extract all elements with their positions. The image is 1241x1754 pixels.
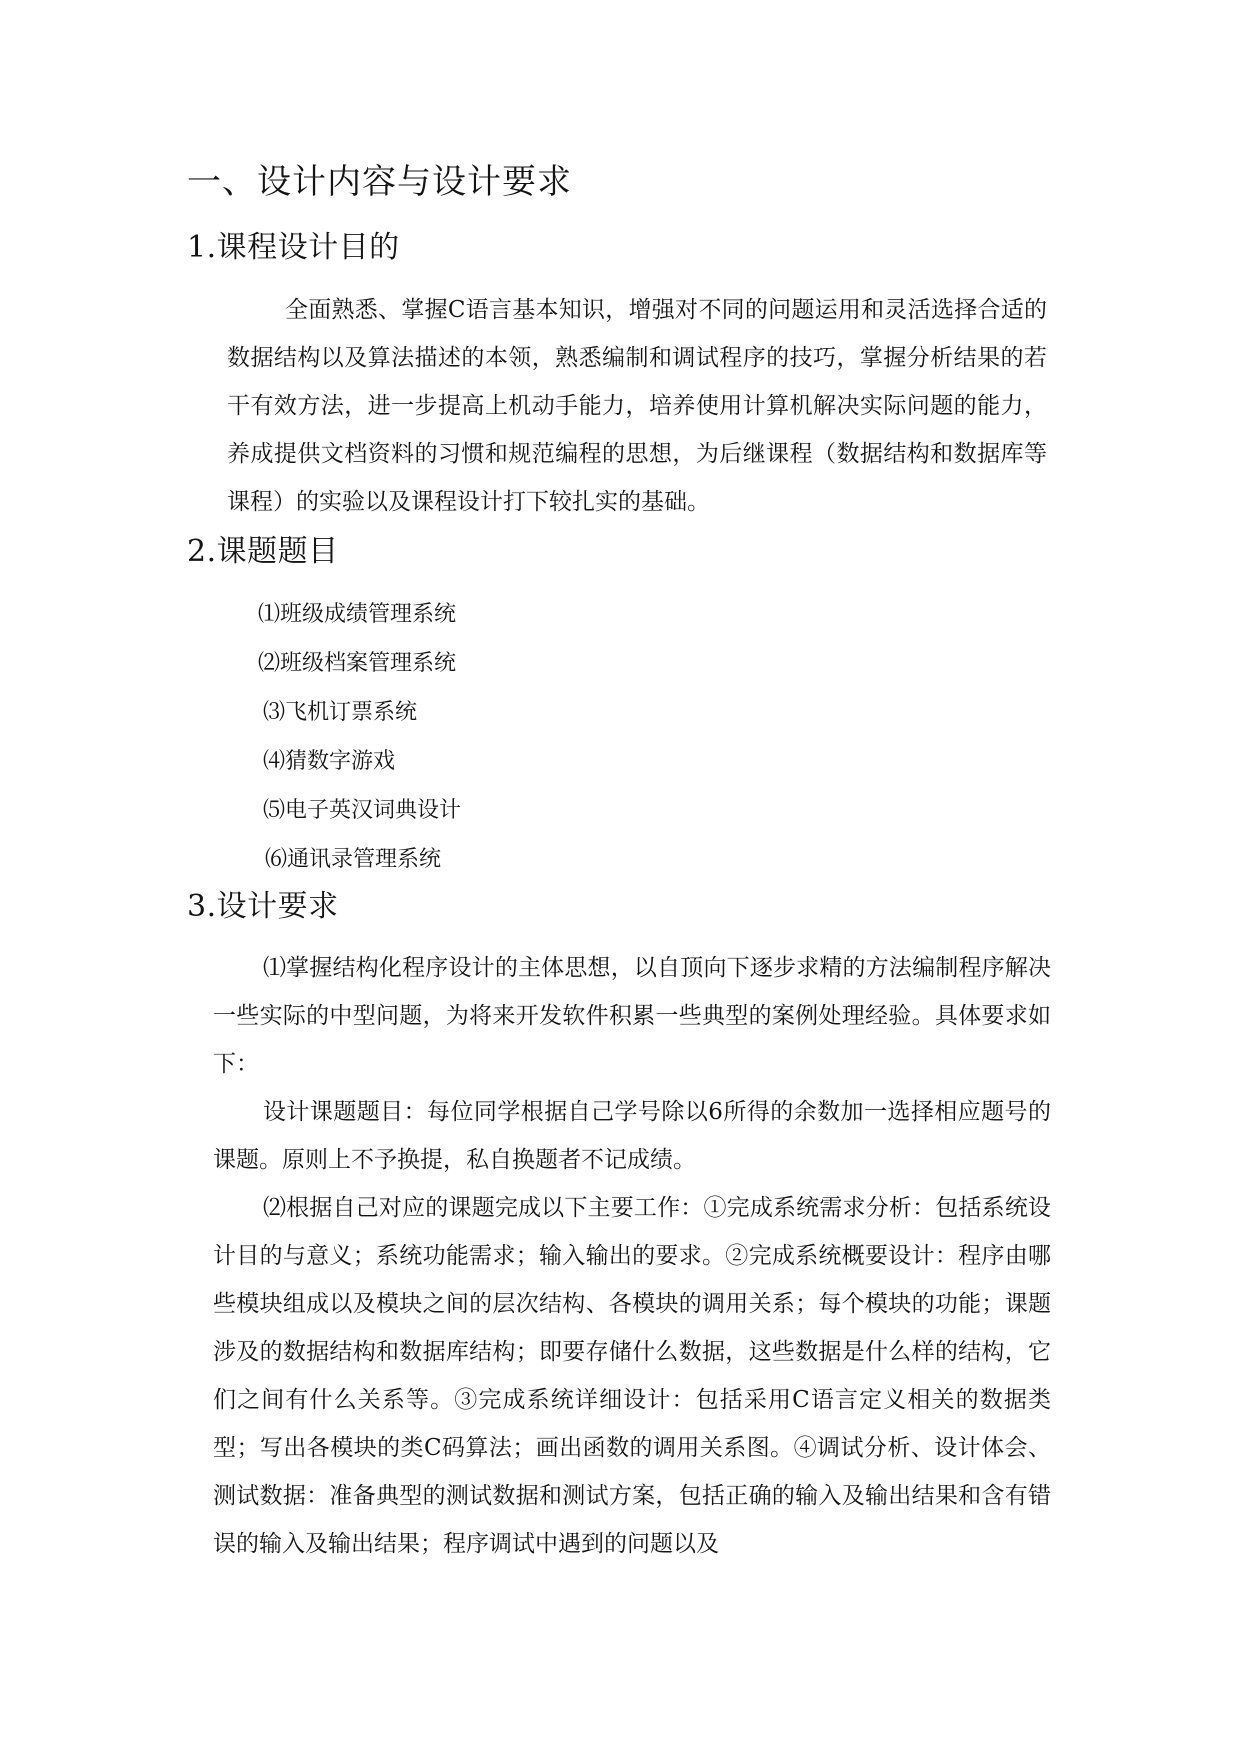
list-item: ⑴班级成绩管理系统	[258, 602, 457, 627]
section-heading-requirements: 3.设计要求	[187, 889, 339, 924]
list-item: ⑶飞机订票系统	[263, 700, 418, 725]
list-item: ⑵班级档案管理系统	[258, 651, 457, 676]
requirements-paragraph-3: ⑵根据自己对应的课题完成以下主要工作：①完成系统需求分析：包括系统设计目的与意义；系统功能需求；输入输出的要求。②完成系统概要设计：程序由哪些模块组成以及模块之间的层次结构、各模块的调用关系；每个模块的功能；课题涉及的数据结构和数据库结构；即要存储什么数据，这些数据是什么样的结构，它们之间有什么关系等。③完成系统详细设计：包括采用C语言定义相关的数据类型；写出各模块的类C码算法；画出函数的调用关系图。④调试分析、设计体会、测试数据：准备典型的测试数据和测试方案，包括正确的输入及输出结果和含有错误的输入及输出结果；程序调试中遇到的问题以及	[213, 1195, 1051, 1557]
requirements-paragraph-1: ⑴掌握结构化程序设计的主体思想，以自顶向下逐步求精的方法编制程序解决一些实际的中型问题，为将来开发软件积累一些典型的案例处理经验。具体要求如下：	[213, 955, 1051, 1077]
section-heading-purpose: 1.课程设计目的	[187, 230, 400, 265]
list-item: ⑸电子英汉词典设计	[263, 798, 462, 823]
list-item: ⑷猜数字游戏	[263, 749, 396, 774]
purpose-paragraph: 全面熟悉、掌握C语言基本知识，增强对不同的问题运用和灵活选择合适的数据结构以及算法描述的本领，熟悉编制和调试程序的技巧，掌握分析结果的若干有效方法，进一步提高上机动手能力，培养使用计算机解决实际问题的能力，养成提供文档资料的习惯和规范编程的思想，为后继课程（数据结构和数据库等课程）的实验以及课程设计打下较扎实的基础。	[227, 297, 1047, 515]
topic-list	[258, 590, 461, 884]
requirements-paragraph-2: 设计课题题目：每位同学根据自己学号除以6所得的余数加一选择相应题号的课题。原则上不予换提，私自换题者不记成绩。	[213, 1099, 1051, 1173]
page-title: 一、设计内容与设计要求	[187, 162, 572, 202]
section-heading-topics: 2.课题题目	[187, 534, 339, 569]
list-item: ⑹通讯录管理系统	[265, 847, 442, 872]
